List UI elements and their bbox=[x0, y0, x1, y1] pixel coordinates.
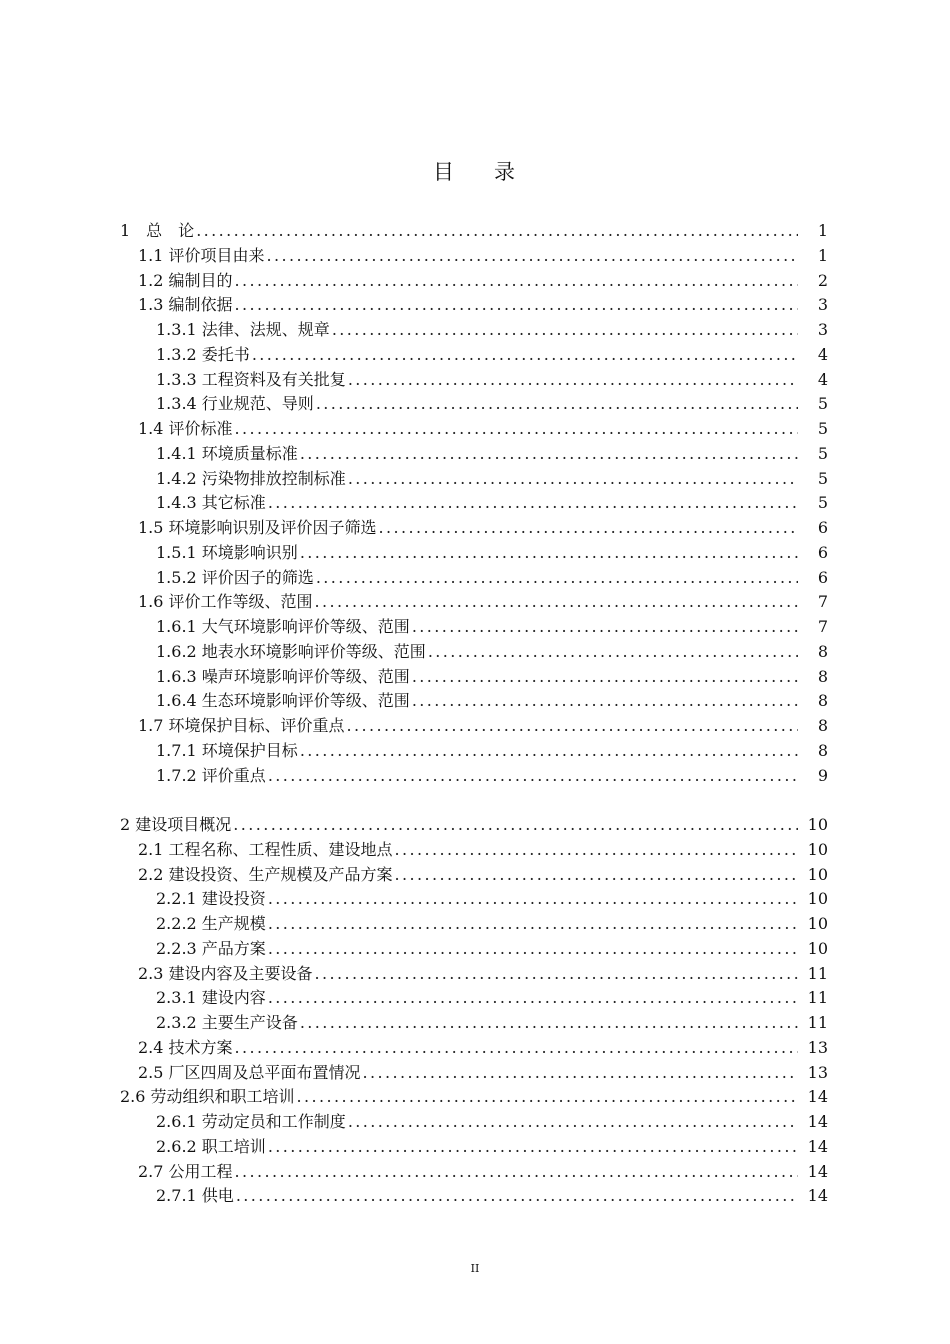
toc-leader-dots bbox=[300, 541, 798, 566]
toc-entry-label: 1.7.2 评价重点 bbox=[156, 765, 266, 785]
toc-leader-dots bbox=[300, 739, 798, 764]
toc-entry-label: 1.4.2 污染物排放控制标准 bbox=[156, 468, 346, 488]
toc-leader-dots bbox=[235, 293, 798, 318]
toc-leader-dots bbox=[300, 1011, 798, 1036]
toc-leader-dots bbox=[268, 887, 798, 912]
toc-entry-page: 4 bbox=[817, 344, 828, 364]
toc-entry[interactable] bbox=[0, 863, 950, 888]
toc-entry[interactable] bbox=[0, 516, 950, 541]
toc-entry-label: 1.5.2 评价因子的筛选 bbox=[156, 567, 314, 587]
toc-leader-dots bbox=[332, 318, 798, 343]
toc-leader-dots bbox=[235, 417, 798, 442]
toc-entry[interactable] bbox=[0, 689, 950, 714]
toc-entry-page: 5 bbox=[817, 394, 828, 414]
toc-entry[interactable] bbox=[0, 1135, 950, 1160]
toc-entry-label: 1.7 环境保护目标、评价重点 bbox=[138, 716, 345, 735]
toc-entry-label: 1.3.3 工程资料及有关批复 bbox=[156, 369, 346, 389]
toc-entry-page: 14 bbox=[807, 1186, 828, 1206]
toc-entry-label: 2.2.2 生产规模 bbox=[156, 914, 266, 933]
toc-entry-page: 8 bbox=[817, 716, 828, 735]
toc-leader-dots bbox=[316, 392, 798, 417]
toc-entry-label: 2.1 工程名称、工程性质、建设地点 bbox=[138, 839, 393, 859]
toc-leader-dots bbox=[268, 912, 798, 937]
toc-entry-label: 2.6.2 职工培训 bbox=[156, 1136, 266, 1156]
toc-leader-dots bbox=[267, 244, 798, 269]
toc-entry-page: 10 bbox=[807, 864, 828, 884]
toc-entry-page: 1 bbox=[817, 245, 828, 265]
toc-entry-page: 10 bbox=[807, 839, 828, 859]
toc-entry-page: 10 bbox=[807, 938, 828, 958]
toc-entry[interactable] bbox=[0, 1160, 950, 1185]
toc-entry[interactable] bbox=[0, 541, 950, 566]
toc-entry[interactable] bbox=[0, 1061, 950, 1086]
toc-leader-dots bbox=[268, 764, 798, 789]
toc-leader-dots bbox=[347, 714, 798, 739]
toc-entry-page: 2 bbox=[817, 270, 828, 290]
toc-entry[interactable] bbox=[0, 343, 950, 368]
toc-entry[interactable] bbox=[0, 1036, 950, 1061]
toc-entry-page: 10 bbox=[807, 889, 828, 909]
toc-entry-page: 11 bbox=[807, 1013, 828, 1032]
toc-leader-dots bbox=[315, 590, 798, 615]
toc-leader-dots bbox=[316, 566, 798, 591]
toc-entry[interactable] bbox=[0, 764, 950, 789]
toc-entry-label: 2.3.2 主要生产设备 bbox=[156, 1013, 298, 1032]
toc-leader-dots bbox=[348, 1110, 798, 1135]
toc-entry[interactable] bbox=[0, 566, 950, 591]
toc-leader-dots bbox=[412, 665, 798, 690]
toc-entry[interactable] bbox=[0, 417, 950, 442]
toc-entry-label: 1.3.1 法律、法规、规章 bbox=[156, 320, 330, 339]
toc-entry[interactable] bbox=[0, 912, 950, 937]
toc-entry-page: 1 bbox=[817, 221, 828, 240]
toc-entry-page: 5 bbox=[817, 443, 828, 463]
toc-entry-label: 1.5 环境影响识别及评价因子筛选 bbox=[138, 518, 377, 537]
toc-entry-page: 8 bbox=[817, 740, 828, 760]
toc-entry-label: 2.2.3 产品方案 bbox=[156, 938, 266, 958]
toc-leader-dots bbox=[428, 640, 798, 665]
toc-entry-page: 14 bbox=[807, 1112, 828, 1131]
toc-entry-label: 1.6.3 噪声环境影响评价等级、范围 bbox=[156, 666, 410, 686]
toc-entry-page: 6 bbox=[817, 567, 828, 587]
toc-leader-dots bbox=[348, 467, 798, 492]
toc-entry[interactable] bbox=[0, 219, 950, 244]
toc-entry[interactable] bbox=[0, 739, 950, 764]
toc-entry[interactable] bbox=[0, 244, 950, 269]
toc-entry-label: 1.3.4 行业规范、导则 bbox=[156, 394, 314, 414]
toc-entry[interactable] bbox=[0, 838, 950, 863]
toc-entry-page: 8 bbox=[817, 691, 828, 711]
toc-entry[interactable] bbox=[0, 1011, 950, 1036]
toc-entry[interactable] bbox=[0, 491, 950, 516]
toc-entry[interactable] bbox=[0, 269, 950, 294]
toc-entry-page: 13 bbox=[807, 1062, 828, 1082]
toc-entry-label: 2.2.1 建设投资 bbox=[156, 889, 266, 909]
toc-entry[interactable] bbox=[0, 1085, 950, 1110]
toc-leader-dots bbox=[297, 1085, 798, 1110]
toc-entry-page: 14 bbox=[807, 1087, 828, 1107]
toc-entry[interactable] bbox=[0, 442, 950, 467]
toc-entry-page: 5 bbox=[817, 493, 828, 513]
toc-entry-page: 13 bbox=[807, 1037, 828, 1057]
toc-entry-label: 2.6 劳动组织和职工培训 bbox=[120, 1087, 295, 1107]
toc-entry[interactable] bbox=[0, 368, 950, 393]
toc-entry-label: 2.3 建设内容及主要设备 bbox=[138, 963, 313, 983]
toc-spacer bbox=[0, 788, 950, 813]
toc-entry-label: 1.5.1 环境影响识别 bbox=[156, 542, 298, 562]
toc-leader-dots bbox=[268, 986, 798, 1011]
toc-entry-label: 1.6 评价工作等级、范围 bbox=[138, 592, 313, 612]
toc-entry[interactable] bbox=[0, 962, 950, 987]
toc-entry-page: 6 bbox=[817, 518, 828, 537]
toc-leader-dots bbox=[268, 1135, 798, 1160]
toc-entry-label: 1.7.1 环境保护目标 bbox=[156, 740, 298, 760]
toc-entry[interactable] bbox=[0, 1110, 950, 1135]
toc-entry-page: 6 bbox=[817, 542, 828, 562]
toc-entry-label: 2.5 厂区四周及总平面布置情况 bbox=[138, 1062, 361, 1082]
toc-leader-dots bbox=[252, 343, 798, 368]
toc-entry[interactable] bbox=[0, 293, 950, 318]
toc-entry-page: 8 bbox=[817, 666, 828, 686]
toc-leader-dots bbox=[236, 1184, 798, 1209]
toc-leader-dots bbox=[379, 516, 798, 541]
toc-leader-dots bbox=[348, 368, 798, 393]
toc-leader-dots bbox=[268, 491, 798, 516]
toc-leader-dots bbox=[235, 1160, 798, 1185]
toc-entry-label: 2.4 技术方案 bbox=[138, 1037, 233, 1057]
toc-entry[interactable] bbox=[0, 467, 950, 492]
toc-entry-label: 1.4.3 其它标准 bbox=[156, 493, 266, 513]
toc-leader-dots bbox=[235, 1036, 798, 1061]
toc-entry-page: 11 bbox=[807, 988, 828, 1008]
toc-title bbox=[0, 156, 950, 186]
toc-entry-label: 2.2 建设投资、生产规模及产品方案 bbox=[138, 864, 393, 884]
toc-entry-label: 2.7 公用工程 bbox=[138, 1161, 233, 1181]
toc-entry-label: 2.6.1 劳动定员和工作制度 bbox=[156, 1112, 346, 1131]
table-of-contents bbox=[0, 219, 950, 1209]
toc-entry-page: 14 bbox=[807, 1136, 828, 1156]
toc-entry[interactable] bbox=[0, 986, 950, 1011]
toc-entry[interactable] bbox=[0, 937, 950, 962]
toc-entry-label: 1.2 编制目的 bbox=[138, 270, 233, 290]
toc-entry[interactable] bbox=[0, 714, 950, 739]
toc-entry-label: 1.3.2 委托书 bbox=[156, 344, 250, 364]
toc-entry-label: 1 总 论 bbox=[120, 221, 195, 240]
toc-entry-label: 1.4 评价标准 bbox=[138, 419, 233, 438]
toc-entry-label: 2.3.1 建设内容 bbox=[156, 988, 266, 1008]
toc-entry[interactable] bbox=[0, 615, 950, 640]
toc-entry[interactable] bbox=[0, 887, 950, 912]
toc-entry[interactable] bbox=[0, 813, 950, 838]
toc-leader-dots bbox=[412, 615, 798, 640]
toc-leader-dots bbox=[233, 813, 798, 838]
toc-leader-dots bbox=[395, 838, 798, 863]
toc-leader-dots bbox=[235, 269, 798, 294]
toc-entry-label: 1.1 评价项目由来 bbox=[138, 245, 265, 265]
toc-leader-dots bbox=[300, 442, 798, 467]
toc-entry-label: 2.7.1 供电 bbox=[156, 1186, 234, 1206]
toc-leader-dots bbox=[363, 1061, 798, 1086]
page-number-footer: II bbox=[470, 1262, 480, 1275]
toc-title-part1: 目 bbox=[433, 160, 456, 184]
toc-entry-page: 10 bbox=[807, 914, 828, 933]
toc-leader-dots bbox=[315, 962, 798, 987]
toc-leader-dots bbox=[268, 937, 798, 962]
toc-entry-page: 4 bbox=[817, 369, 828, 389]
toc-entry-label: 1.4.1 环境质量标准 bbox=[156, 443, 298, 463]
toc-entry[interactable] bbox=[0, 318, 950, 343]
toc-entry-page: 3 bbox=[817, 320, 828, 339]
toc-leader-dots bbox=[412, 689, 798, 714]
toc-entry-page: 14 bbox=[807, 1161, 828, 1181]
toc-title-part2: 录 bbox=[494, 160, 517, 184]
toc-entry[interactable] bbox=[0, 392, 950, 417]
toc-entry-label: 1.3 编制依据 bbox=[138, 295, 233, 315]
toc-entry-page: 10 bbox=[807, 815, 828, 834]
toc-entry-page: 8 bbox=[817, 641, 828, 661]
toc-entry-label: 1.6.2 地表水环境影响评价等级、范围 bbox=[156, 641, 426, 661]
toc-entry-label: 1.6.4 生态环境影响评价等级、范围 bbox=[156, 691, 410, 711]
toc-entry-page: 5 bbox=[817, 419, 828, 438]
toc-entry-label: 1.6.1 大气环境影响评价等级、范围 bbox=[156, 617, 410, 636]
toc-leader-dots bbox=[395, 863, 798, 888]
toc-entry[interactable] bbox=[0, 665, 950, 690]
toc-entry[interactable] bbox=[0, 640, 950, 665]
toc-entry-page: 11 bbox=[807, 963, 828, 983]
toc-entry-page: 7 bbox=[817, 617, 828, 636]
toc-entry[interactable] bbox=[0, 590, 950, 615]
toc-entry-page: 7 bbox=[817, 592, 828, 612]
toc-entry[interactable] bbox=[0, 1184, 950, 1209]
toc-entry-page: 9 bbox=[817, 765, 828, 785]
toc-entry-page: 5 bbox=[817, 468, 828, 488]
toc-entry-page: 3 bbox=[817, 295, 828, 315]
toc-leader-dots bbox=[196, 219, 798, 244]
toc-entry-label: 2 建设项目概况 bbox=[120, 815, 232, 834]
